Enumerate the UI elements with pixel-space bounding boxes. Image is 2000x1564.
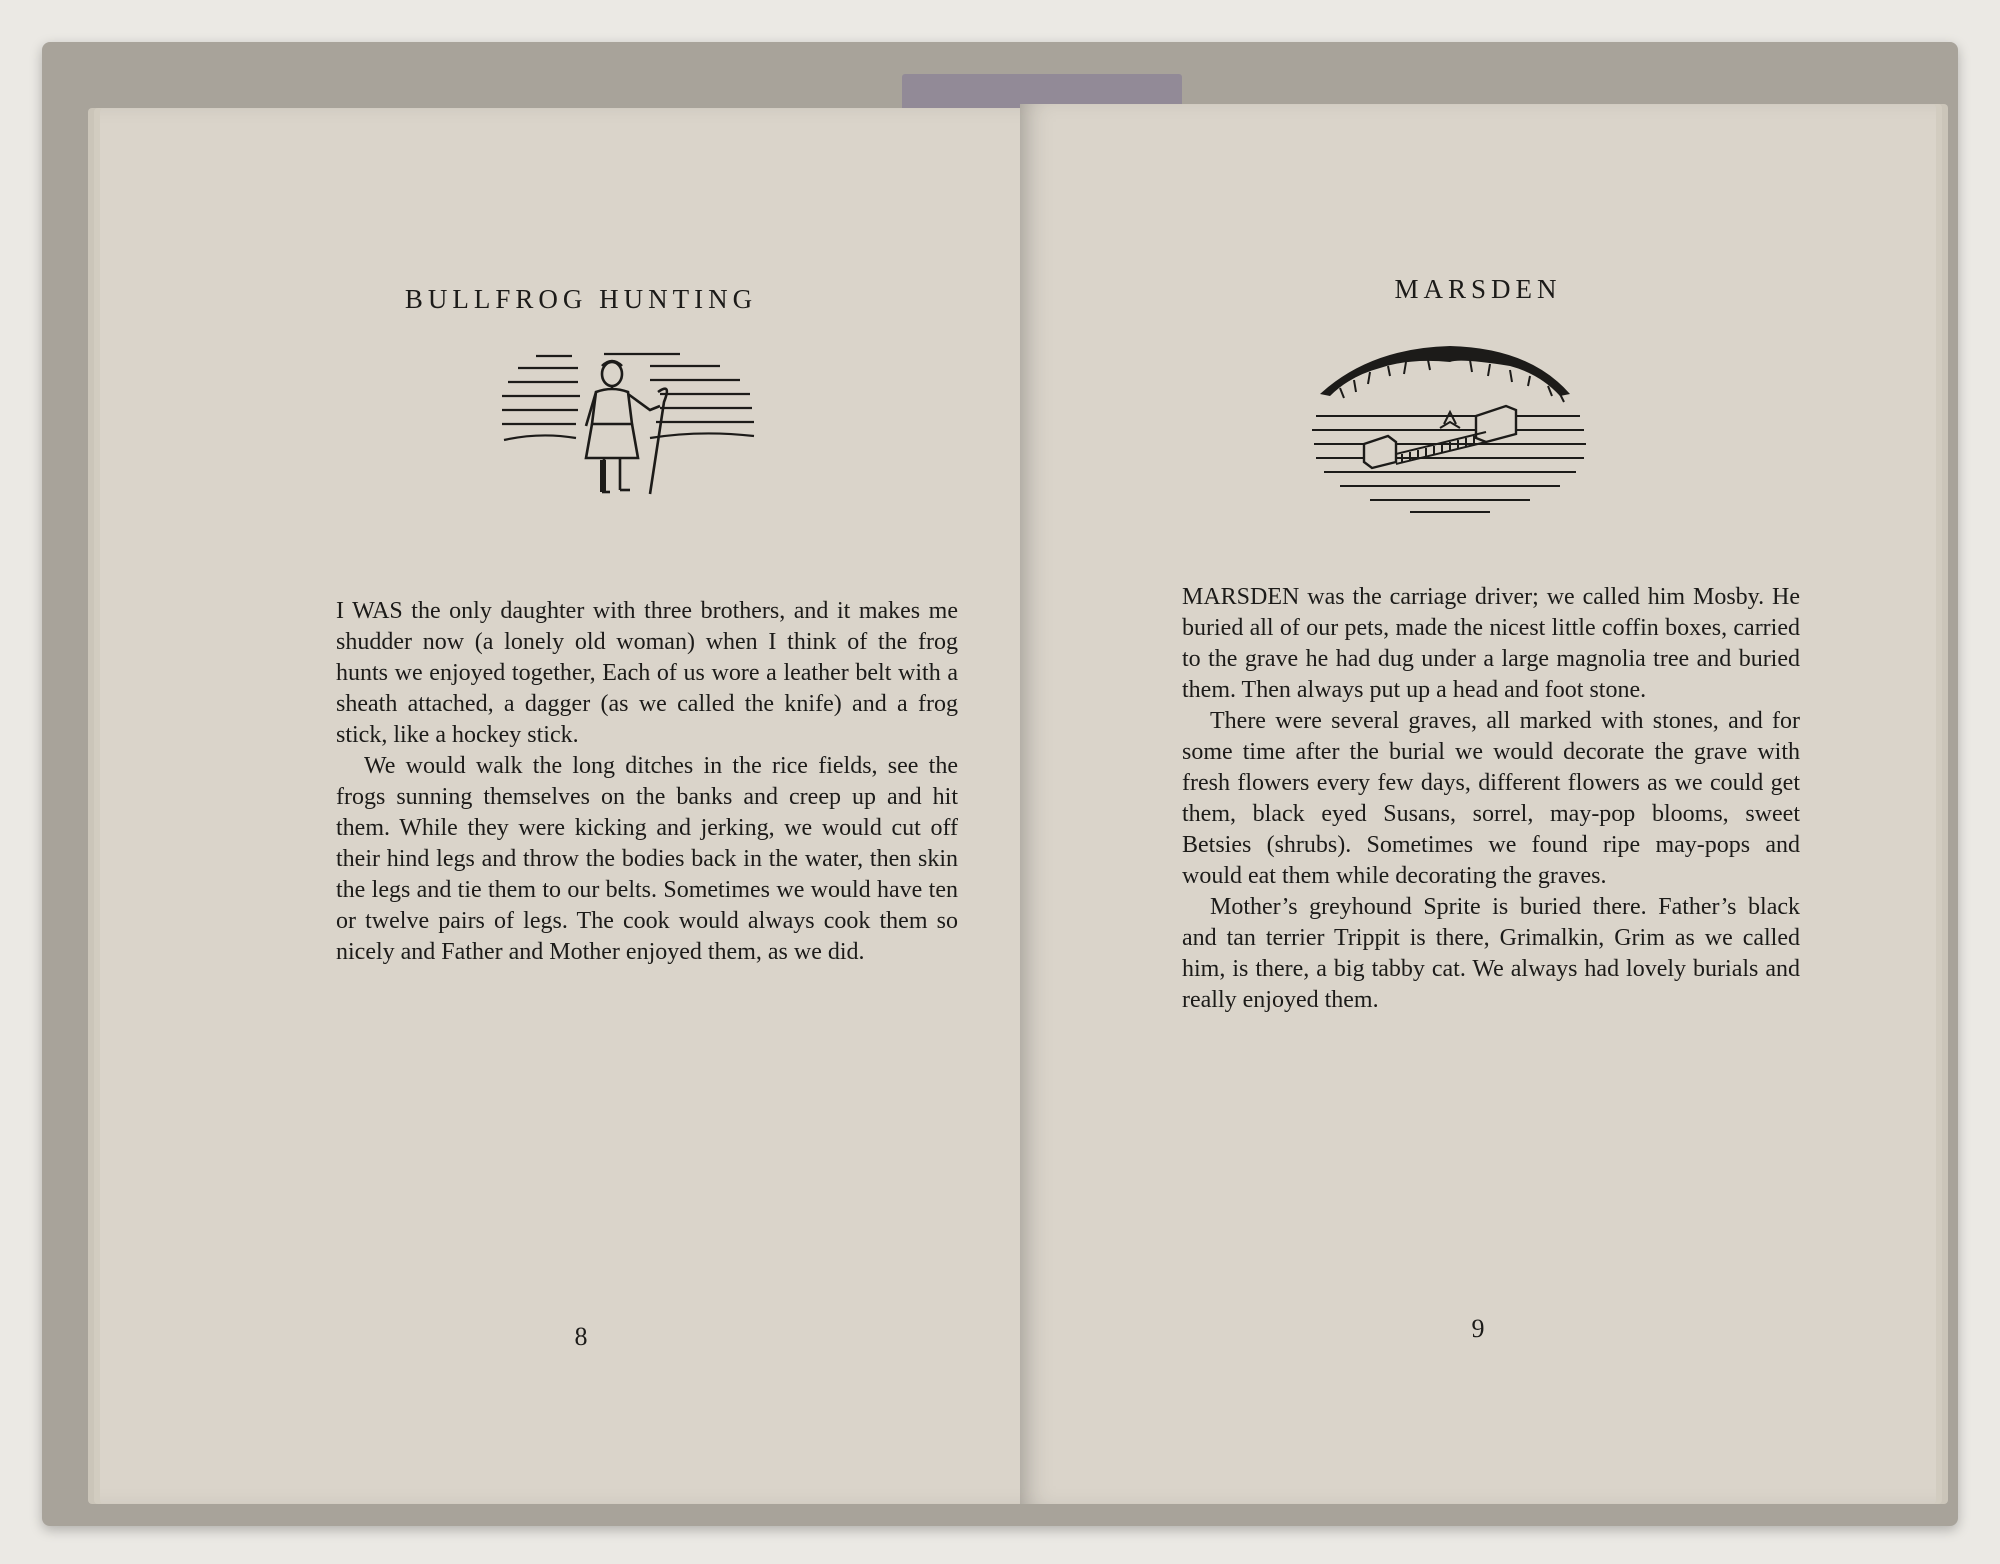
right-chapter-title: MARSDEN xyxy=(1394,274,1562,304)
paragraph: We would walk the long ditches in the rice fields, see the frogs sunning themselves on the banks and creep up and hit them. While they were kicking and jerking, we would cut off their hind legs and throw the bodies back in the water, then skin the legs and tie them to our belts. Sometimes we would have ten or twelve pairs of legs. The cook would always cook them so nicely and Father and Mother enjoyed them, as we did. xyxy=(336,753,958,965)
paragraph: There were several graves, all marked with stones, and for some time after the burial we would decorate the grave with fresh flowers every few days, different flowers as we could get them, black eyed Susans, sorrel, may-pop blooms, sweet Betsies (shrubs). Sometimes we found ripe may-pops and would eat them while decorating the graves. xyxy=(1182,708,1800,889)
left-page xyxy=(100,108,1062,1504)
paragraph: MARSDEN was the carriage driver; we called him Mosby. He buried all of our pets, made the nicest little coffin boxes, carried to the grave he had dug under a large magnolia tree and buried them. Then always put up a head and foot stone. xyxy=(1182,584,1800,703)
paragraph: Mother’s greyhound Sprite is buried there. Father’s black and tan terrier Trippit is there, Grimalkin, Grim as we called him, is there, a big tabby cat. We always had lovely burials and really enjoyed them. xyxy=(1182,894,1800,1013)
right-page xyxy=(1020,104,1936,1504)
left-page-number: 8 xyxy=(574,1322,588,1351)
grave-under-tree-icon xyxy=(1310,344,1590,524)
paragraph: I WAS the only daughter with three brothers, and it makes me shudder now (a lonely old woman) when I think of the frog hunts we enjoyed together, Each of us wore a leather belt with a sheath attached, a dagger (as we called the knife) and a frog stick, like a hockey stick. xyxy=(336,598,958,748)
left-chapter-title: BULLFROG HUNTING xyxy=(404,284,758,314)
right-body-text xyxy=(1182,582,1800,1016)
right-page-number: 9 xyxy=(1471,1314,1485,1343)
figure-with-frog-stick-icon xyxy=(500,348,780,508)
open-book xyxy=(42,42,1958,1526)
left-body-text xyxy=(336,596,958,968)
